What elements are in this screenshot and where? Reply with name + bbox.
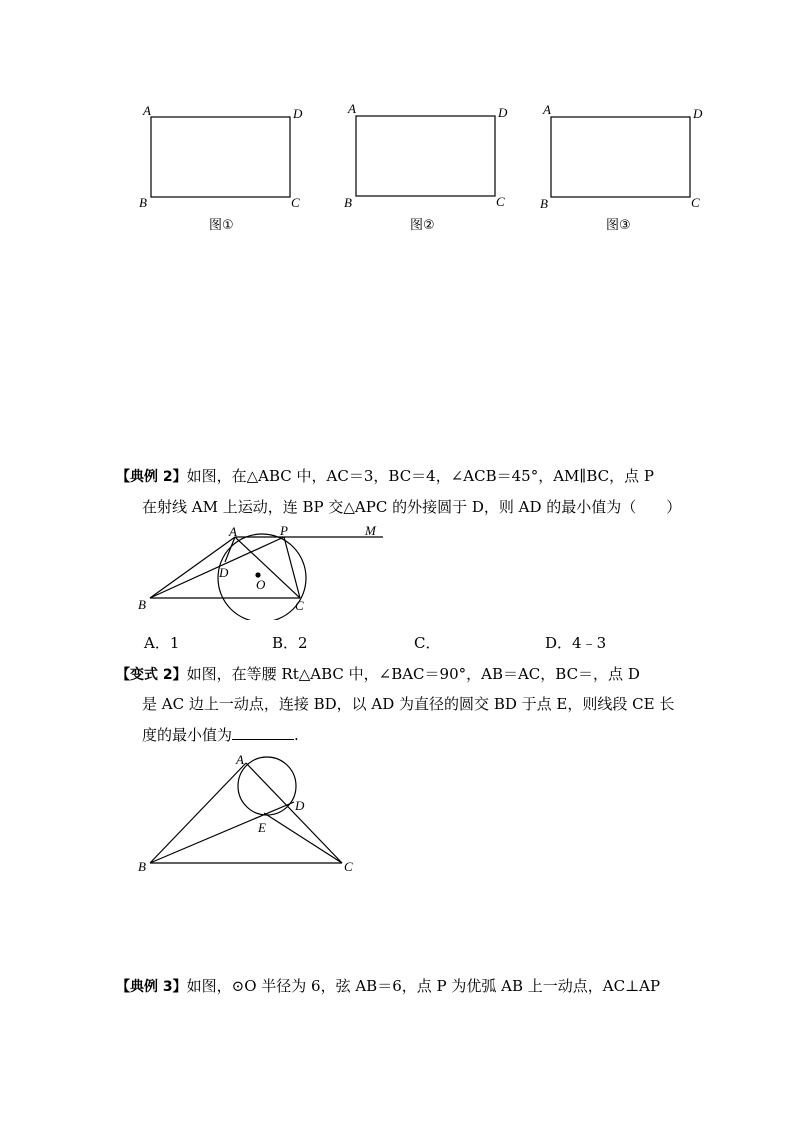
variant2-text3: 度的最小值为: [142, 726, 233, 744]
option-b: B．2: [272, 634, 308, 652]
label-c: C: [291, 195, 300, 210]
label-a: A: [236, 752, 244, 767]
label-b: B: [138, 859, 146, 874]
diameter-circle: [238, 757, 296, 815]
option-d: D．4﹣3: [545, 634, 607, 652]
label-d: D: [293, 106, 303, 121]
example2-line2: 在射线 AM 上运动，连 BP 交△APC 的外接圆于 D，则 AD 的最小值为（ ）: [142, 498, 682, 516]
segment-ac: [246, 763, 342, 863]
segment-ac: [235, 537, 300, 598]
label-b: B: [540, 196, 548, 211]
figure-1: [139, 103, 303, 233]
label-b: B: [344, 195, 352, 210]
figure-caption: 图①: [209, 218, 234, 233]
figure-3: [540, 102, 703, 233]
variant2-period: .: [294, 726, 299, 744]
option-a: A．1: [144, 634, 180, 652]
variant2-tag: 【变式 2】: [116, 667, 187, 683]
segment-bd: [150, 802, 294, 863]
rectangle-figures: [0, 0, 794, 260]
label-o: O: [256, 577, 266, 592]
figure-caption: 图③: [606, 218, 631, 233]
segment-ab: [150, 763, 246, 863]
figure-caption: 图②: [410, 218, 435, 233]
label-b: B: [139, 195, 147, 210]
label-d: D: [295, 798, 305, 813]
label-a: A: [543, 102, 551, 117]
variant2-figure: [0, 750, 794, 880]
segment-ce: [264, 813, 342, 863]
example3-tag: 【典例 3】: [116, 979, 187, 995]
rectangle-abcd-3: [551, 117, 690, 197]
variant2-line2: 是 AC 边上一动点，连接 BD，以 AD 为直径的圆交 BD 于点 E，则线段 CE 长: [142, 695, 675, 713]
label-c: C: [496, 194, 505, 209]
variant2-text1: 如图，在等腰 Rt△ABC 中，∠BAC＝90°，AB＝AC，BC＝，点 D: [186, 665, 640, 683]
label-c: C: [691, 195, 700, 210]
variant2-line1: [116, 664, 640, 685]
option-c: C．: [414, 634, 441, 652]
variant2-line3: [142, 725, 299, 745]
label-a: A: [229, 524, 237, 539]
label-d: D: [219, 565, 229, 580]
example2-figure: [0, 510, 794, 620]
rectangle-abcd-1: [151, 117, 290, 197]
label-d: D: [498, 105, 508, 120]
label-e: E: [258, 820, 266, 835]
rectangle-abcd-2: [356, 116, 495, 196]
label-d: D: [693, 106, 703, 121]
label-c: C: [295, 598, 304, 613]
label-a: A: [348, 101, 356, 116]
label-p: P: [280, 523, 288, 538]
example2-line1: [116, 466, 654, 487]
example3-line1: [116, 976, 660, 997]
answer-blank[interactable]: [232, 725, 294, 740]
example3-text1: 如图，⊙O 半径为 6，弦 AB＝6，点 P 为优弧 AB 上一动点，AC⊥AP: [186, 977, 661, 995]
label-c: C: [344, 859, 353, 874]
figure-2: [344, 101, 508, 233]
label-b: B: [138, 597, 146, 612]
example2-tag: 【典例 2】: [116, 469, 187, 485]
label-m: M: [365, 523, 376, 538]
example2-text1: 如图，在△ABC 中，AC＝3，BC＝4，∠ACB＝45°，AM∥BC，点 P: [186, 467, 654, 485]
label-a: A: [143, 103, 151, 118]
